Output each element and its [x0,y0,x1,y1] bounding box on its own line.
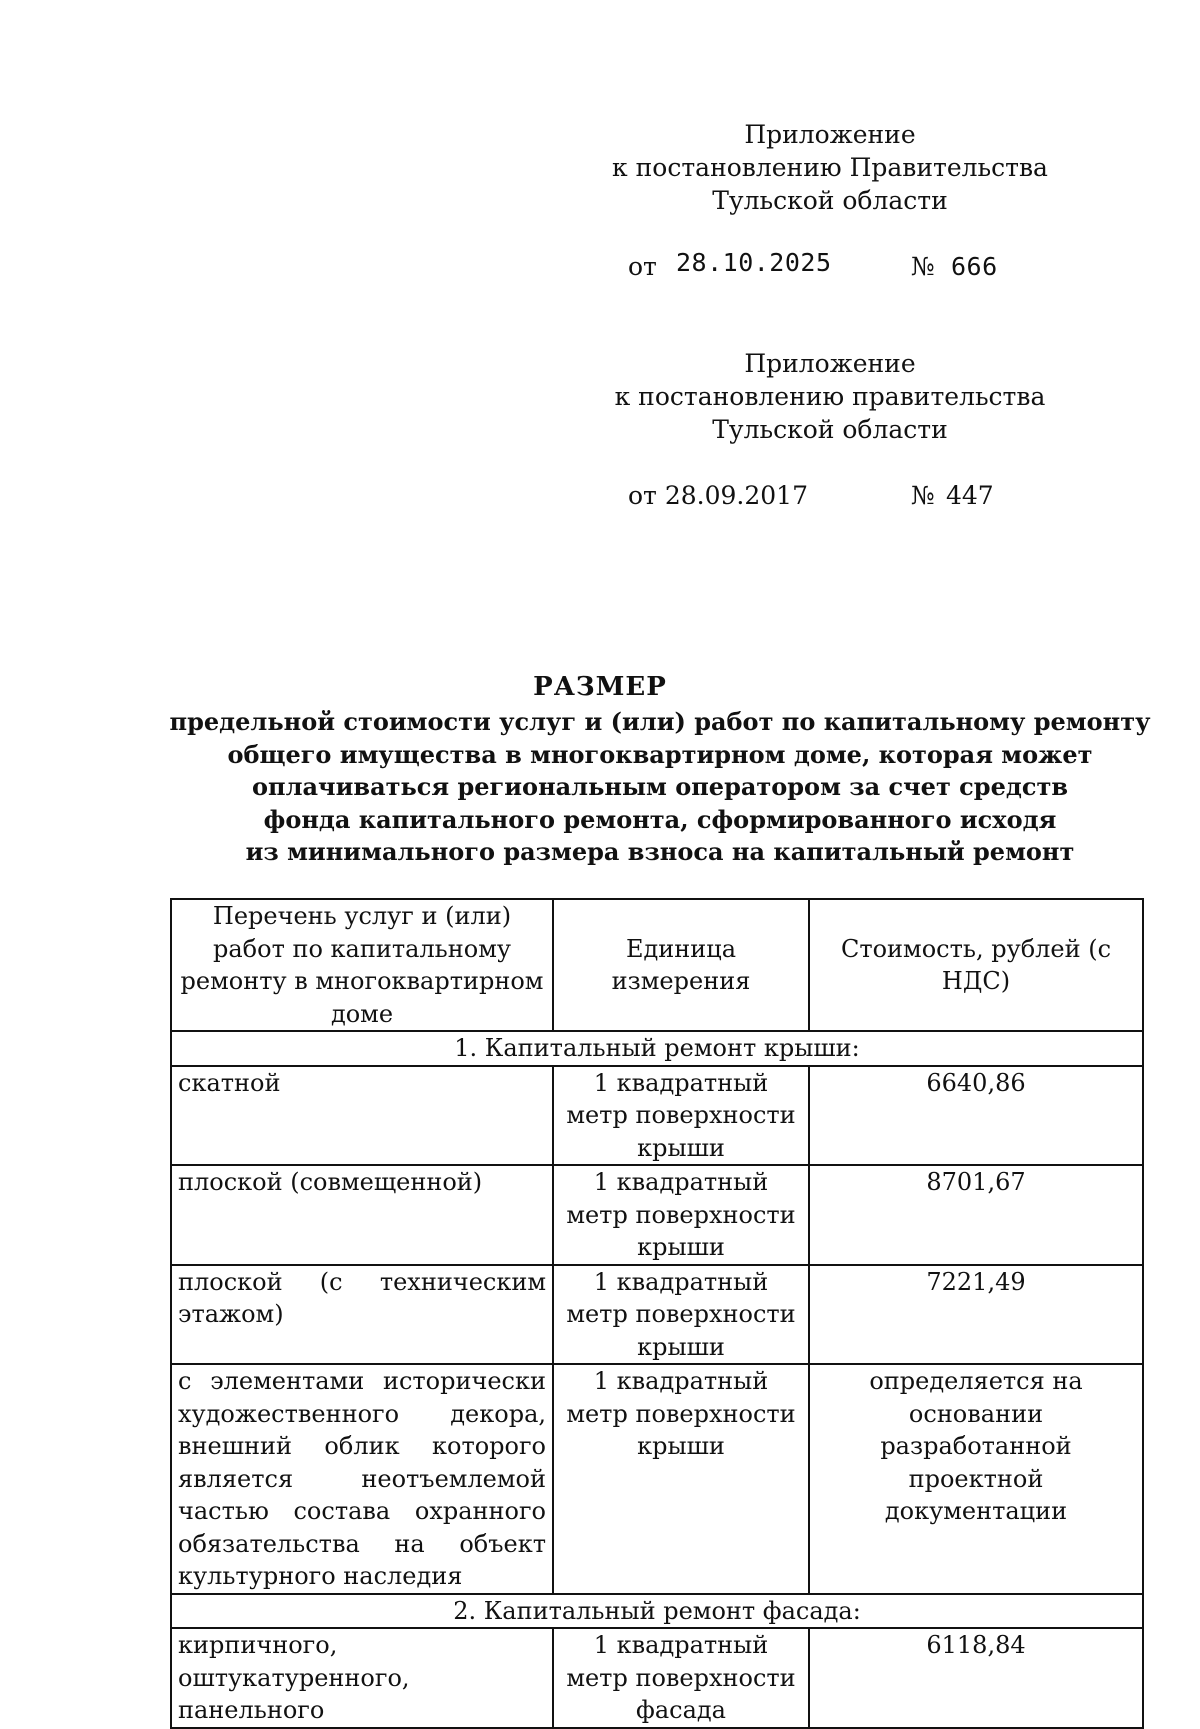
row-unit: 1 квадратный метр поверхности крыши [553,1066,809,1166]
document-subtitle [160,706,1160,869]
new-date-prefix: от [628,252,657,281]
table-row [171,1265,1143,1365]
new-number: 666 [951,252,998,281]
subtitle-line-5: из минимального размера взноса на капитальный ремонт [245,837,1075,866]
table-row [171,1165,1143,1265]
row-cost: определяется на основании разработанной проектной документации [809,1364,1143,1594]
row-unit: 1 квадратный метр поверхности крыши [553,1364,809,1594]
new-appendix-line-2: к постановлению Правительства [612,153,1048,182]
header-works: Перечень услуг и (или) работ по капитальному ремонту в многоквартирном доме [171,899,553,1031]
subtitle-line-1: предельной стоимости услуг и (или) работ по капитальному ремонту [169,707,1151,736]
old-number: 447 [946,481,994,510]
row-item: плоской (с техническим этажом) [171,1265,553,1365]
section-title-roof: 1. Капитальный ремонт крыши: [171,1031,1143,1066]
row-unit: 1 квадратный метр поверхности фасада [553,1628,809,1728]
row-item: скатной [171,1066,553,1166]
row-item: с элементами исторически художественного декора, внешний облик которого является неотъемлемой частью состава охранного обязательства на объект культурного наследия [171,1364,553,1594]
row-cost: 6640,86 [809,1066,1143,1166]
subtitle-line-4: фонда капитального ремонта, сформированного исходя [263,804,1057,834]
subtitle-line-2: общего имущества в многоквартирном доме, которая может [227,739,1093,769]
cost-table [170,898,1144,1729]
new-number-prefix: № [911,252,935,281]
row-unit: 1 квадратный метр поверхности крыши [553,1165,809,1265]
header-unit: Единица измерения [553,899,809,1031]
old-appendix-line-2: к постановлению правительства [614,382,1046,411]
old-appendix-date-line [628,481,1048,510]
section-row [171,1594,1143,1629]
row-cost: 7221,49 [809,1265,1143,1365]
header-cost: Стоимость, рублей (с НДС) [809,899,1143,1031]
old-appendix-line-3: Тульской области [712,415,948,444]
table-row [171,1066,1143,1166]
row-item: кирпичного, оштукатуренного, панельного [171,1628,553,1728]
new-date: 28.10.2025 [676,248,832,277]
old-appendix-line-1: Приложение [744,349,916,378]
old-date-prefix: от [628,481,657,510]
row-unit: 1 квадратный метр поверхности крыши [553,1265,809,1365]
new-appendix-date-line [628,248,1048,281]
new-appendix-line-1: Приложение [744,120,916,149]
old-number-prefix: № [911,481,935,510]
new-appendix-line-3: Тульской области [712,186,948,215]
document-title: РАЗМЕР [533,672,667,702]
table-header-row [171,899,1143,1031]
row-cost: 8701,67 [809,1165,1143,1265]
old-appendix-block [580,347,1080,446]
table-row [171,1364,1143,1594]
row-cost: 6118,84 [809,1628,1143,1728]
table-row [171,1628,1143,1728]
old-date: 28.09.2017 [664,481,808,510]
section-row [171,1031,1143,1066]
subtitle-line-3: оплачиваться региональным оператором за счет средств [252,772,1068,801]
row-item: плоской (совмещенной) [171,1165,553,1265]
new-appendix-block [580,118,1080,217]
section-title-facade: 2. Капитальный ремонт фасада: [171,1594,1143,1629]
